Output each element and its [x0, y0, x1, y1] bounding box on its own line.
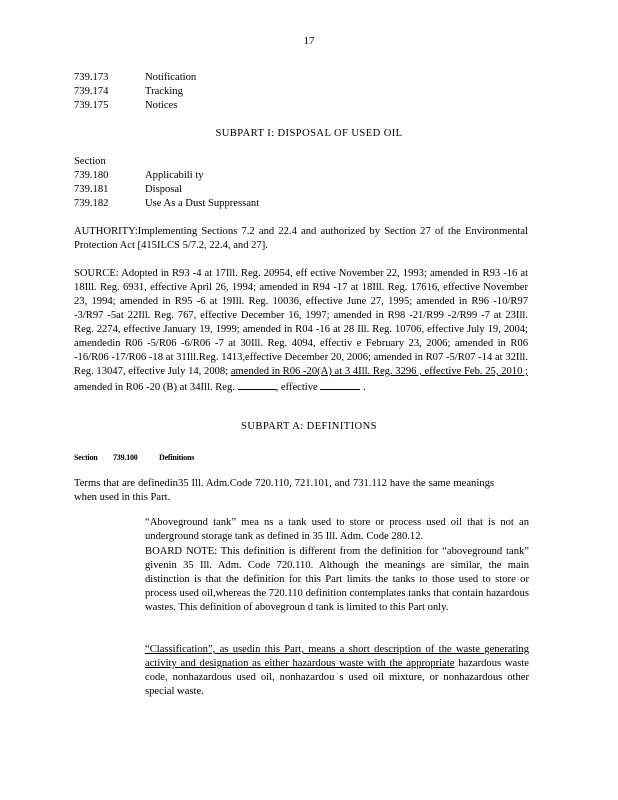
definition-classification-underlined: “Classification”, as usedin this Part, means a short description of the waste generating activity and designation as either hazardous waste with the appropriate — [145, 644, 529, 669]
page-number: 17 — [303, 35, 315, 47]
section-heading-title: Definitions — [159, 453, 195, 462]
toc-entry — [74, 169, 204, 183]
section-label: Section — [74, 156, 106, 167]
source-history: SOURCE: Adopted in R93 -4 at 17Ill. Reg. 20954, eff ective November 22, 1993; amended in R93 -16 at 18Ill. Reg. 6931, effective April 26, 1994; amended in R94 -17 at 18Ill. Reg. 17616, effective November 23, 1994; amended in R95 -6 at 19Ill. Reg. 10036, effective June 27, 1995; amended in R96 -10/R97 -3/R97 -5at 22Ill. Reg. 767, effective December 16, 1997; amended in R98 -21/R99 -2/R99 -7 at 23Ill. Reg. 2274, effective January 19, 1999; amended in R04 -16 at 28 Ill. Reg. 10706, effective July 19, 2004; amendedin R06 -5/R06 -6/R06 -7 at 30Ill. Reg. 4094, effectiv e February 23, 2006; amended in R06 -16/R06 -17/R06 -18 at 31Ill.Reg. 1413,effective December 20, 2006; amended in R07 -5/R07 -14 at 32Ill. Reg. 13047, effective July 14, 2008; — [74, 268, 528, 377]
toc-entry — [74, 99, 177, 113]
source-amendment-tail: amended in R06 -20 (B) at 34Ill. Reg. — [74, 382, 235, 393]
toc-entry-number: 739.182 — [74, 198, 109, 209]
section-heading-label: Section — [74, 453, 98, 462]
toc-entry-title: Notices — [145, 100, 178, 111]
source-end: . — [363, 382, 366, 393]
toc-entry — [74, 183, 182, 197]
blank-effective-date — [320, 379, 360, 390]
toc-entry — [74, 71, 196, 85]
source-note: SOURCE: Adopted in R93 -4 at 17Ill. Reg. 20954, eff ective November 22, 1993; amended in R93 -16 at 18Ill. Reg. 6931, effective April 26, 1994; amended in R94 -17 at 18Ill. Reg. 17616, effective November 23, 1994; amended in R95 -6 at 19Ill. Reg. 10036, effective June 27, 1995; amended in R96 -10/R97 -3/R97 -5at 22Ill. Reg. 767, effective December 16, 1997; amended in R98 -21/R99 -2/R99 -7 at 23Ill. Reg. 2274, effective January 19, 1999; amended in R04 -16 at 28 Ill. Reg. 10706, effective July 19, 2004; amendedin R06 -5/R06 -6/R06 -7 at 30Ill. Reg. 4094, effectiv e February 23, 2006; amended in R06 -16/R06 -17/R06 -18 at 31Ill.Reg. 1413,effective December 20, 2006; amended in R07 -5/R07 -14 at 32Ill. Reg. 13047, effective July 14, 2008; amended in R06 -20(A) at 3 4Ill. Reg. 3296 , effective Feb. 25, 2010 ; amended in R06 -20 (B) at 34Ill. Reg. , effective . — [74, 268, 528, 393]
blank-reg-page — [238, 379, 276, 390]
definition-aboveground-tank: “Aboveground tank” mea ns a tank used to store or process used oil that is not an underground storage tank as defined in 35 Ill. Adm. Code 280.12. — [145, 517, 529, 542]
authority-note: AUTHORITY:Implementing Sections 7.2 and 22.4 and authorized by Section 27 of the Environmental Protection Act [415ILCS 5/7.2, 22.4, and 27]. — [74, 226, 528, 251]
toc-entry-title: Use As a Dust Suppressant — [145, 198, 260, 209]
subpart-i-heading: SUBPART I: DISPOSAL OF USED OIL — [215, 128, 403, 139]
toc-entry-title: Tracking — [145, 86, 183, 97]
toc-entry-number: 739.173 — [74, 72, 109, 83]
definition-classification — [145, 643, 529, 699]
source-amendment-underlined: amended in R06 -20(A) at 3 4Ill. Reg. 3296 , effective Feb. 25, 2010 ; — [230, 366, 528, 377]
subpart-a-heading: SUBPART A: DEFINITIONS — [241, 421, 377, 432]
source-effective-label: effective — [280, 382, 318, 393]
toc-entry-title: Applicabili ty — [145, 170, 204, 181]
definition-classification-rest: hazardous waste code, nonhazardous used oil, nonhazardou s used oil mixture, or nonhazardous other special waste. — [145, 658, 529, 697]
toc-entry — [74, 197, 259, 211]
section-heading-number: 739.100 — [113, 453, 138, 462]
section-heading — [74, 451, 194, 465]
toc-entry-title: Disposal — [145, 184, 183, 195]
board-note: BOARD NOTE: This definition is different from the definition for “aboveground tank” givenin 35 Ill. Adm. Code 720.110. Although the meanings are similar, the main distinction is that the definition for this Part limits the tanks to those used to store or process used oil,whereas the 720.110 definition contemplates tanks that contain hazardous wastes. This definition of abovegroun d tank is limited to this Part only. — [145, 546, 529, 613]
definitions-intro: Terms that are definedin35 Ill. Adm.Code 720.110, 721.101, and 731.112 have the same meanings when used in this Part. — [74, 478, 494, 503]
toc-entry — [74, 85, 183, 99]
toc-entry-number: 739.174 — [74, 86, 109, 97]
toc-entry-title: Notification — [145, 72, 197, 83]
toc-entry-number: 739.180 — [74, 170, 109, 181]
toc-entry-number: 739.175 — [74, 100, 109, 111]
toc-entry-number: 739.181 — [74, 184, 109, 195]
